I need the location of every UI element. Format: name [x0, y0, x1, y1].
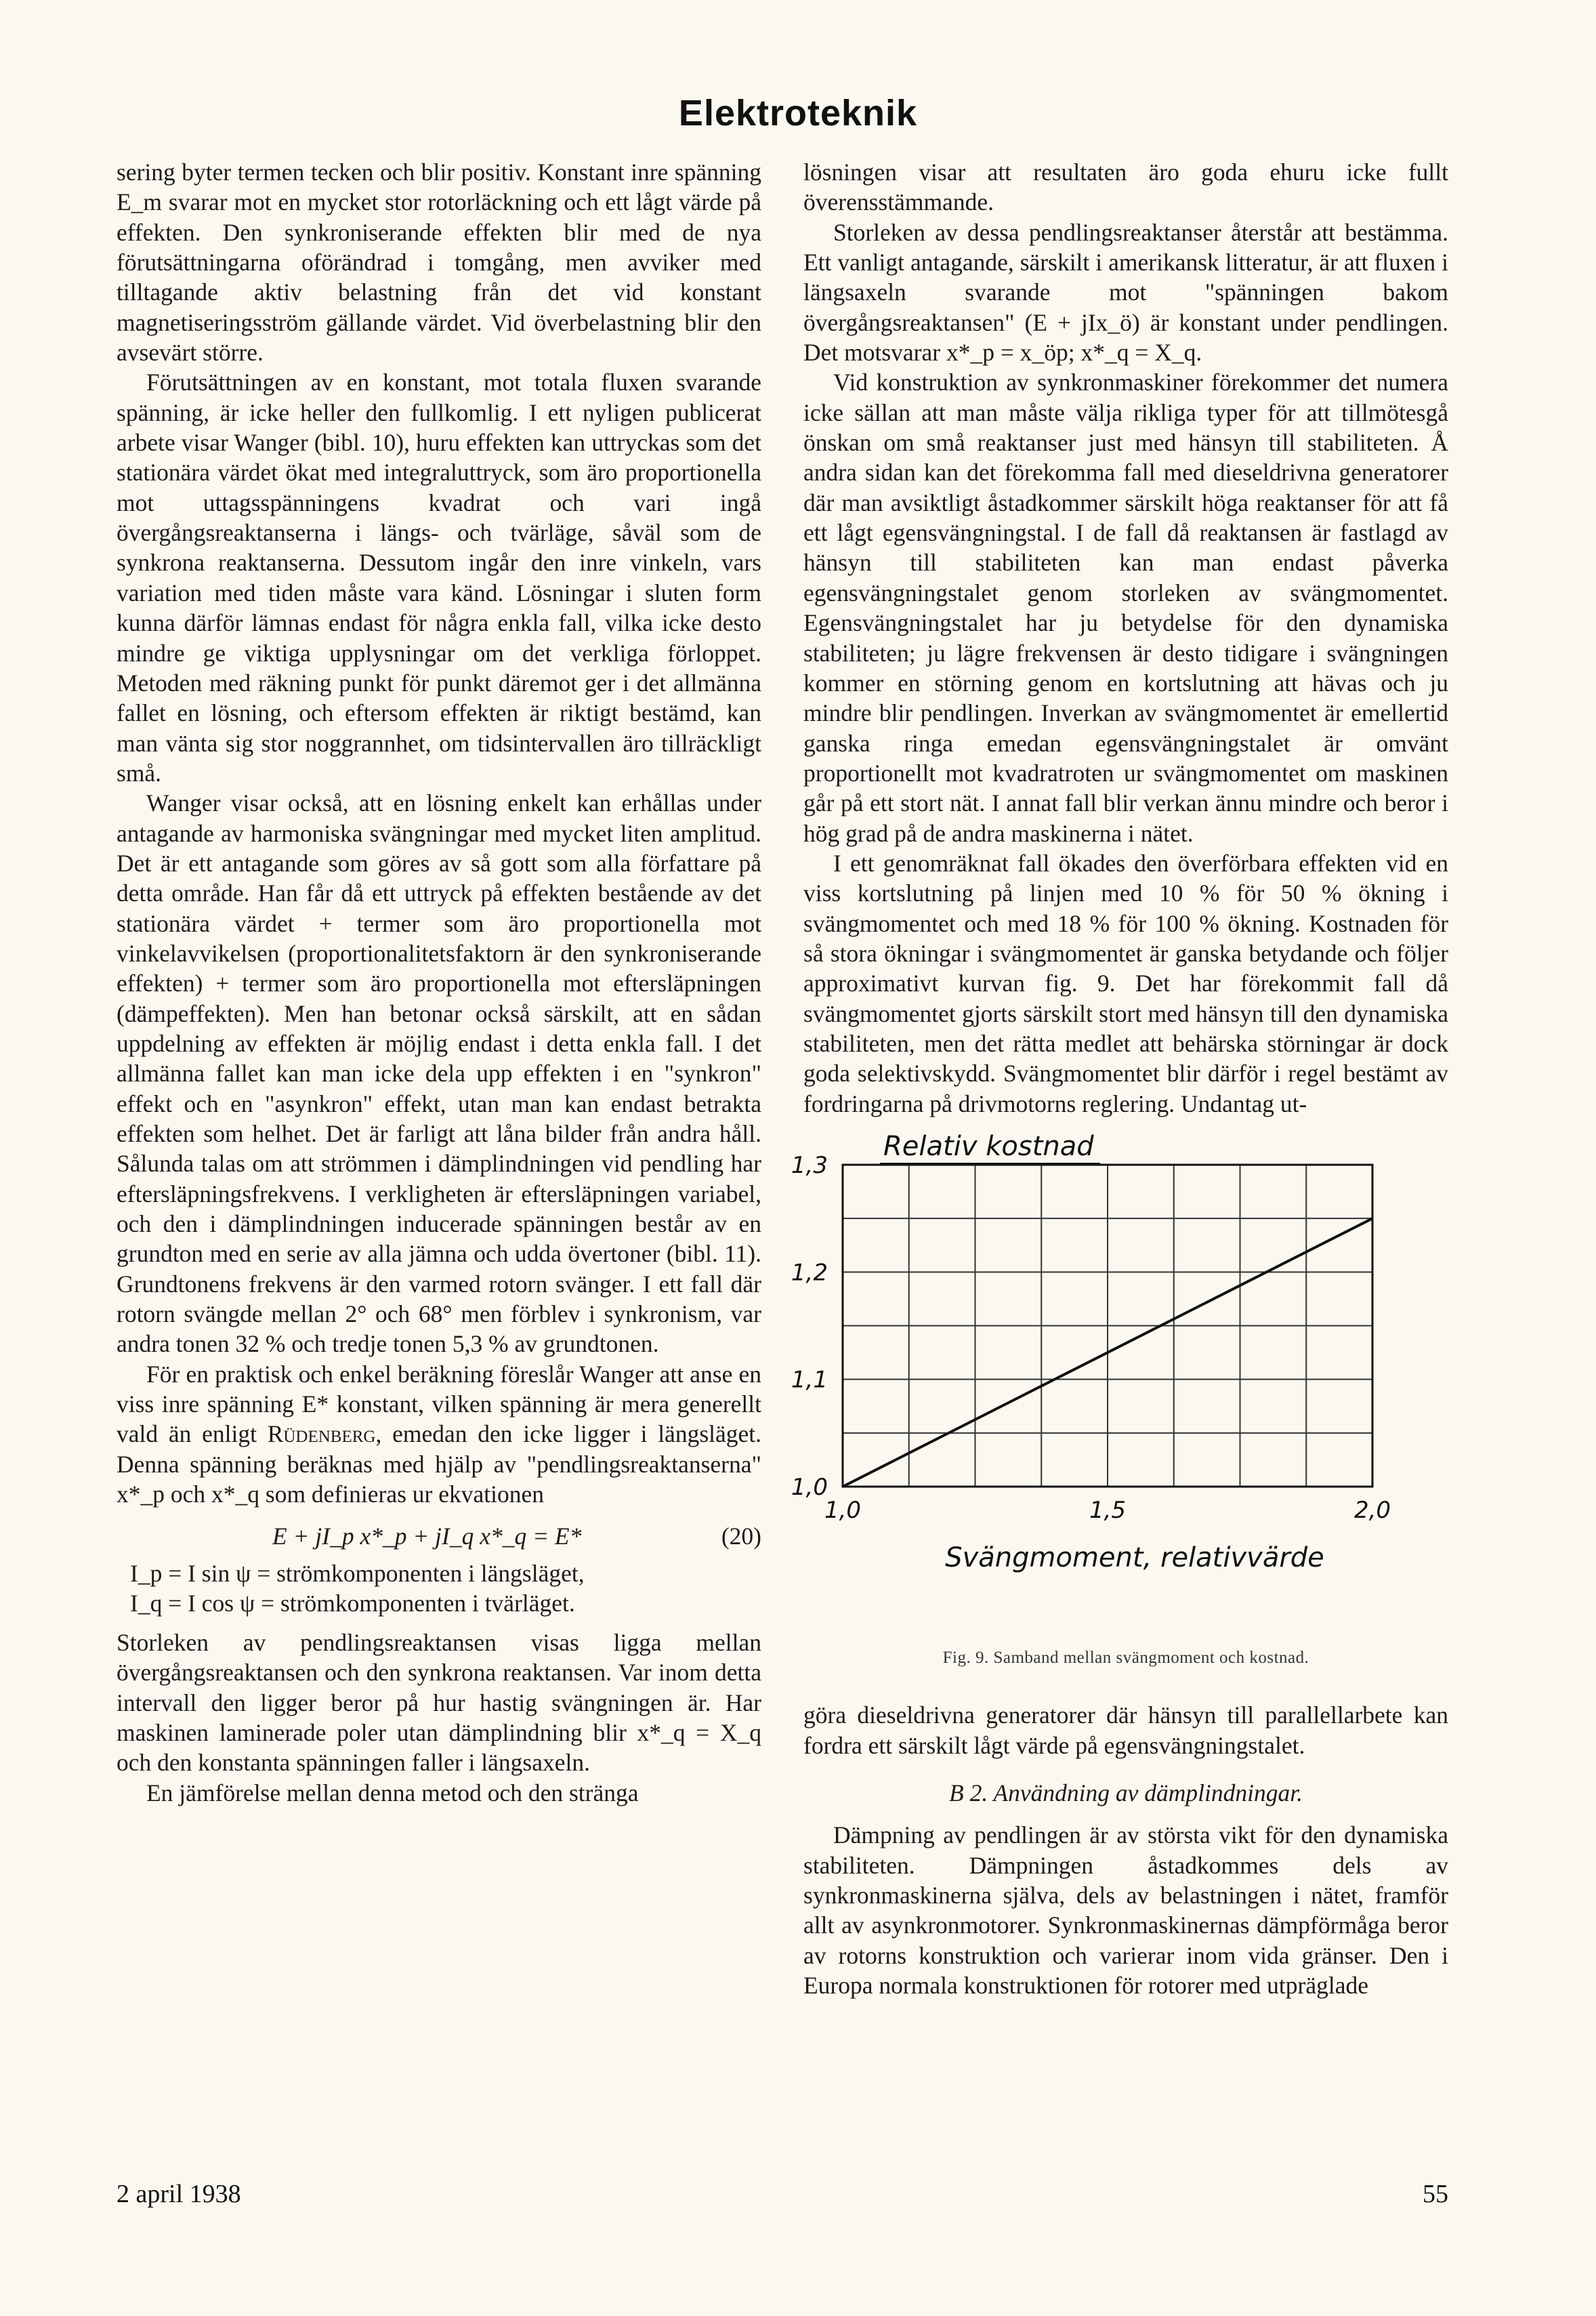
figure-9 [791, 1124, 1448, 1639]
x-tick-label: 1,5 [1089, 1497, 1127, 1524]
author-name: Rüdenberg [267, 1420, 376, 1448]
definition-line: I_p = I sin ψ = strömkomponenten i längsläget, [130, 1559, 585, 1587]
paragraph: sering byter termen tecken och blir positiv. Konstant inre spänning E_m svarar mot en mycket stor rotorläckning och ett lågt värde på effekten. Den synkroniserande effekten blir med de nya förutsättningarna oförändrad i tomgång, men avviker med tilltagande aktiv belastning från det vid konstant magnetiseringsström gällande värdet. Vid överbelastning blir den avsevärt större. [117, 159, 761, 367]
footer-date: 2 april 1938 [117, 2180, 241, 2208]
right-column [791, 157, 1448, 2000]
paragraph: lösningen visar att resultaten äro goda ehuru icke fullt överensstämmande. [803, 159, 1448, 216]
y-tick-label: 1,2 [791, 1259, 828, 1287]
equation-definitions [117, 1558, 761, 1618]
cost-chart [791, 1124, 1448, 1639]
paragraph: För en praktisk och enkel beräkning föreslår Wanger att anse en viss inre spänning E* konstant, vilken spänning är mera generellt vald än enligt Rüdenberg, emedan den icke ligger i längsläget. Denna spänning beräknas med hjälp av "pendlingsreaktanserna" x*_p och x*_q som definieras ur ekvationen [117, 1360, 761, 1508]
chart-title: Relativ kostnad [883, 1131, 1094, 1162]
equation-body: E + jI_p x*_p + jI_q x*_q = E* [272, 1523, 582, 1550]
x-axis-label: Svängmoment, relativvärde [945, 1542, 1324, 1573]
paragraph: Wanger visar också, att en lösning enkelt kan erhållas under antagande av harmoniska svängningar med mycket liten amplitud. Det är ett antagande som göres av så gott som alla författare på detta område. Han får då ett uttryck på effekten bestående av det stationära värdet + termer som äro proportionella mot vinkelavvikelsen (proportionalitetsfaktorn är den synkroniserande effekten) + termer som äro proportionella mot eftersläpningen (dämpeffekten). Men han betonar också särskilt, att en sådan uppdelning av effekten är möjlig endast i detta enkla fall. I det allmänna fallet kan man icke dela upp effekten i en "synkron" effekt och en "asynkron" effekt, utan man kan endast betrakta effekten som helhet. Det är farligt att låna bilder från andra håll. Sålunda talas om att strömmen i dämplindningen vid pendling har eftersläpningsfrekvens. I verkligheten är eftersläpningen variabel, och den i dämplindningen inducerade spänningen består av en grundton med en serie av alla jämna och udda övertoner (bibl. 11). Grundtonens frekvens är den varmed rotorn svänger. I ett fall där rotorn svängde mellan 2° och 68° men förblev i synkronism, var andra tonen 32 % och tredje tonen 5,3 % av grundtonen. [117, 789, 761, 1358]
paragraph: Dämpning av pendlingen är av största vikt för den dynamiska stabiliteten. Dämpningen åstadkommes dels av synkronmaskinerna själva, dels av belastningen i nätet, framför allt av asynkronmotorer. Synkronmaskinernas dämpförmåga beror av rotorns konstruktion och varierar inom vida gränser. Den i Europa normala konstruktionen för rotorer med utpräglade [803, 1821, 1448, 2000]
page-header: Elektroteknik [678, 93, 918, 133]
x-tick-label: 2,0 [1353, 1497, 1391, 1524]
y-tick-label: 1,1 [791, 1366, 828, 1394]
equation-number: (20) [721, 1523, 761, 1550]
paragraph: göra dieseldrivna generatorer där hänsyn till parallellarbete kan fordra ett särskilt lågt värde på egensvängningstalet. [803, 1701, 1448, 1759]
paragraph: Förutsättningen av en konstant, mot totala fluxen svarande spänning, är icke heller den fullkomlig. I ett nyligen publicerat arbete visar Wanger (bibl. 10), huru effekten kan uttryckas som det stationära värdet ökat med integraluttryck, som äro proportionella mot uttagsspänningens kvadrat och vari ingå övergångsreaktanserna i längs- och tvärläge, såväl som de synkrona reaktanserna. Dessutom ingår den inre vinkeln, vars variation med tiden måste vara känd. Lösningar i sluten form kunna därför lämnas endast för några enkla fall, vilka icke desto mindre ge viktiga upplysningar om det verkliga förloppet. Metoden med räkning punkt för punkt däremot ger i det allmänna fallet en lösning, och eftersom effekten är riktigt bestämd, kan man vänta sig stor noggrannhet, om tidsintervallen äro tillräckligt små. [117, 369, 761, 787]
definition-line: I_q = I cos ψ = strömkomponenten i tvärläget. [130, 1589, 575, 1617]
section-heading: B 2. Användning av dämplindningar. [949, 1779, 1303, 1807]
page-number: 55 [1423, 2180, 1448, 2208]
paragraph: Vid konstruktion av synkronmaskiner förekommer det numera icke sällan att man måste välja rikliga typer för att tillmötesgå önskan om små reaktanser just med hänsyn till stabiliteten. Å andra sidan kan det förekomma fall med dieseldrivna generatorer där man avsiktligt åstadkommer särskilt höga reaktanser för att få ett lågt egensvängningstal. I de fall då reaktansen är fastlagd av hänsyn till stabiliteten kan man endast påverka egensvängningstalet genom storleken av svängmomentet. Egensvängningstalet har ju betydelse för den dynamiska stabiliteten; ju lägre frekvensen är desto tidigare i svängningen kommer en störning genom en kortslutning att hävas och ju mindre blir pendlingen. Inverkan av svängmomentet är emellertid ganska ringa emedan egensvängningstalet är omvänt proportionellt mot kvadratroten ur svängmomentet om maskinen går på ett stort nät. I annat fall blir verkan ännu mindre och beror i hög grad på de andra maskinerna i nätet. [803, 369, 1448, 847]
paragraph: En jämförelse mellan denna metod och den stränga [146, 1779, 639, 1806]
figure-caption: Fig. 9. Samband mellan svängmoment och kostnad. [942, 1649, 1309, 1667]
y-tick-label: 1,3 [791, 1152, 828, 1179]
paragraph: Storleken av dessa pendlingsreaktanser återstår att bestämma. Ett vanligt antagande, särskilt i amerikansk litteratur, är att fluxen i längsaxeln svarande mot "spänningen bakom övergångsreaktansen" (E + jIx_ö) är konstant under pendlingen. Det motsvarar x*_p = x_öp; x*_q = X_q. [803, 218, 1448, 367]
equation-20 [117, 1521, 761, 1551]
y-tick-label: 1,0 [791, 1474, 828, 1501]
left-column [117, 157, 761, 1808]
paragraph: Storleken av pendlingsreaktansen visas ligga mellan övergångsreaktansen och den synkrona reaktansen. Var inom detta intervall den ligger beror på hur hastig svängningen är. Har maskinen laminerade poler utan dämplindning blir x*_q = X_q och den konstanta spänningen faller i längsaxeln. [117, 1628, 761, 1777]
paragraph: I ett genomräknat fall ökades den överförbara effekten vid en viss kortslutning på linjen med 10 % för 50 % ökning i svängmomentet och med 18 % för 100 % ökning. Kostnaden för så stora ökningar i svängmomentet är ganska betydande och följer approximativt kurvan fig. 9. Det har förekommit fall då svängmomentet gjorts särskilt stort med hänsyn till den dynamiska stabiliteten, men det rätta medlet att behärska störningar är dock goda selektivskydd. Svängmomentet blir därför i regel bestämt av fordringarna på drivmotorns reglering. Undantag ut- [803, 849, 1448, 1117]
x-tick-label: 1,0 [824, 1497, 862, 1524]
